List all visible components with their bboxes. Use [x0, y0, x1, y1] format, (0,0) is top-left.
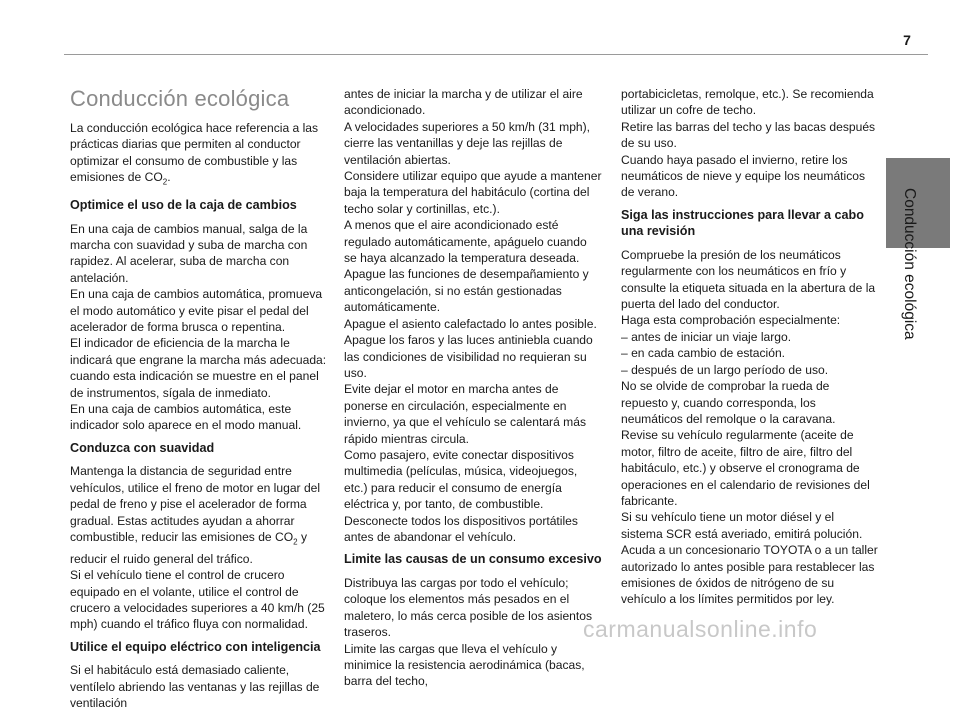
- paragraph-roof-accessories: portabicicletas, remolque, etc.). Se recomienda utilizar un cofre de techo. Retire las barras del techo y las bacas después de su uso. Cuando haya pasado el invierno, retire los neumáticos de nieve y equipe los neumáticos de verano.: [621, 87, 876, 200]
- watermark-text: carmanualsonline.info: [583, 616, 818, 642]
- column-2: [344, 86, 602, 690]
- heading-electrical-equipment: Utilice el equipo eléctrico con inteligencia: [70, 639, 321, 654]
- smooth-driving-subscript: 2: [293, 537, 298, 547]
- paragraph-electrical-equipment: Si el habitáculo está demasiado caliente, ventílelo abriendo las ventanas y las rejillas de ventilación: [70, 663, 320, 711]
- heading-smooth-driving: Conduzca con suavidad: [70, 440, 215, 455]
- paragraph-maintenance: Compruebe la presión de los neumáticos regularmente con los neumáticos en frío y consulte la etiqueta situada en la abertura de la puerta del lado del conductor. Haga esta comprobación especialmente: – antes de iniciar un viaje largo. – en cada cambio de estación. – después de un largo período de uso. No se olvide de comprobar la rueda de repuesto y, cuando corresponda, los neumáticos del remolque o la caravana. Revise su vehículo regularmente (aceite de motor, filtro de aceite, filtro de aire, filtro del habitáculo, etc.) y observe el cronograma de operaciones en el calendario de revisiones del fabricante. Si su vehículo tiene un motor diésel y el sistema SCR está averiado, emitirá polución. Acuda a un concesionario TOYOTA o a un taller autorizado lo antes posible para restablecer las emisiones de óxidos de nitrógeno de su vehículo a los límites permitidos por ley.: [621, 247, 878, 607]
- page-title: Conducción ecológica: [70, 86, 290, 111]
- paragraph-gearbox: En una caja de cambios manual, salga de la marcha con suavidad y suba de marcha con rapidez. Al acelerar, suba de marcha con antelación. En una caja de cambios automática, promueva el modo automático y evite pisar el pedal del acelerador de forma brusca o repentina. El indicador de eficiencia de la marcha le indicará que engrane la marcha más adecuada: cuando esta indicación se muestre en el panel de instrumentos, sígala de inmediato. En una caja de cambios automática, este indicador solo aparece en el modo manual.: [70, 221, 327, 433]
- column-3: [621, 86, 879, 608]
- intro-paragraph: [70, 120, 328, 191]
- paragraph-loads: Distribuya las cargas por todo el vehículo; coloque los elementos más pesados en el maletero, lo más cerca posible de los asientos traseros. Limite las cargas que lleva el vehículo y minimice la resistencia aerodinámica (bacas, barra del techo,: [344, 575, 593, 689]
- heading-excess-consumption: Limite las causas de un consumo excesivo: [344, 552, 602, 567]
- intro-text: La conducción ecológica hace referencia a las prácticas diarias que permiten al conductor optimizar el consumo de combustible y las emisiones de CO: [70, 121, 319, 185]
- column-1: [70, 86, 328, 712]
- paragraph-ventilation: antes de iniciar la marcha y de utilizar el aire acondicionado. A velocidades superiores a 50 km/h (31 mph), cierre las ventanillas y deje las rejillas de ventilación abiertas. Considere utilizar equipo que ayude a mantener baja la temperatura del habitáculo (cortina del techo solar y cortinillas, etc.). A menos que el aire acondicionado esté regulado automáticamente, apáguelo cuando se haya alcanzado la temperatura deseada. Apague las funciones de desempañamiento y anticongelación, si no están gestionadas automáticamente. Apague el asiento calefactado lo antes posible. Apague los faros y las luces antiniebla cuando las condiciones de visibilidad no requieran su uso. Evite dejar el motor en marcha antes de ponerse en circulación, especialmente en invierno, ya que el vehículo se calentará más rápido mientras circula. Como pasajero, evite conectar dispositivos multimedia (películas, música, videojuegos, etc.) para reducir el consumo de energía eléctrica y, por tanto, de combustible. Desconecte todos los dispositivos portátiles antes de abandonar el vehículo.: [344, 87, 602, 544]
- paragraph-smooth-driving: [70, 463, 328, 632]
- intro-end: .: [167, 170, 171, 185]
- heading-gearbox: Optimice el uso de la caja de cambios: [70, 198, 297, 213]
- heading-maintenance: Siga las instrucciones para llevar a cabo una revisión: [621, 207, 864, 239]
- header-rule: [64, 54, 928, 55]
- side-tab-label: Conducción ecológica: [901, 188, 918, 340]
- smooth-driving-text-a: Mantenga la distancia de seguridad entre vehículos, utilice el freno de motor en lugar del pedal de freno y pise el acelerador de forma gradual. Estas actitudes ayudan a ahorrar combustible, reducir las emisiones de CO: [70, 464, 321, 544]
- smooth-driving-text-b: y reducir el ruido general del tráfico. Si el vehículo tiene el control de crucero equipado en el volante, utilice el control de crucero a velocidades superiores a 40 km/h (25 mph) cuando el tráfico fluya con normalidad.: [70, 529, 325, 632]
- intro-subscript: 2: [162, 177, 168, 187]
- page-number: 7: [903, 32, 911, 48]
